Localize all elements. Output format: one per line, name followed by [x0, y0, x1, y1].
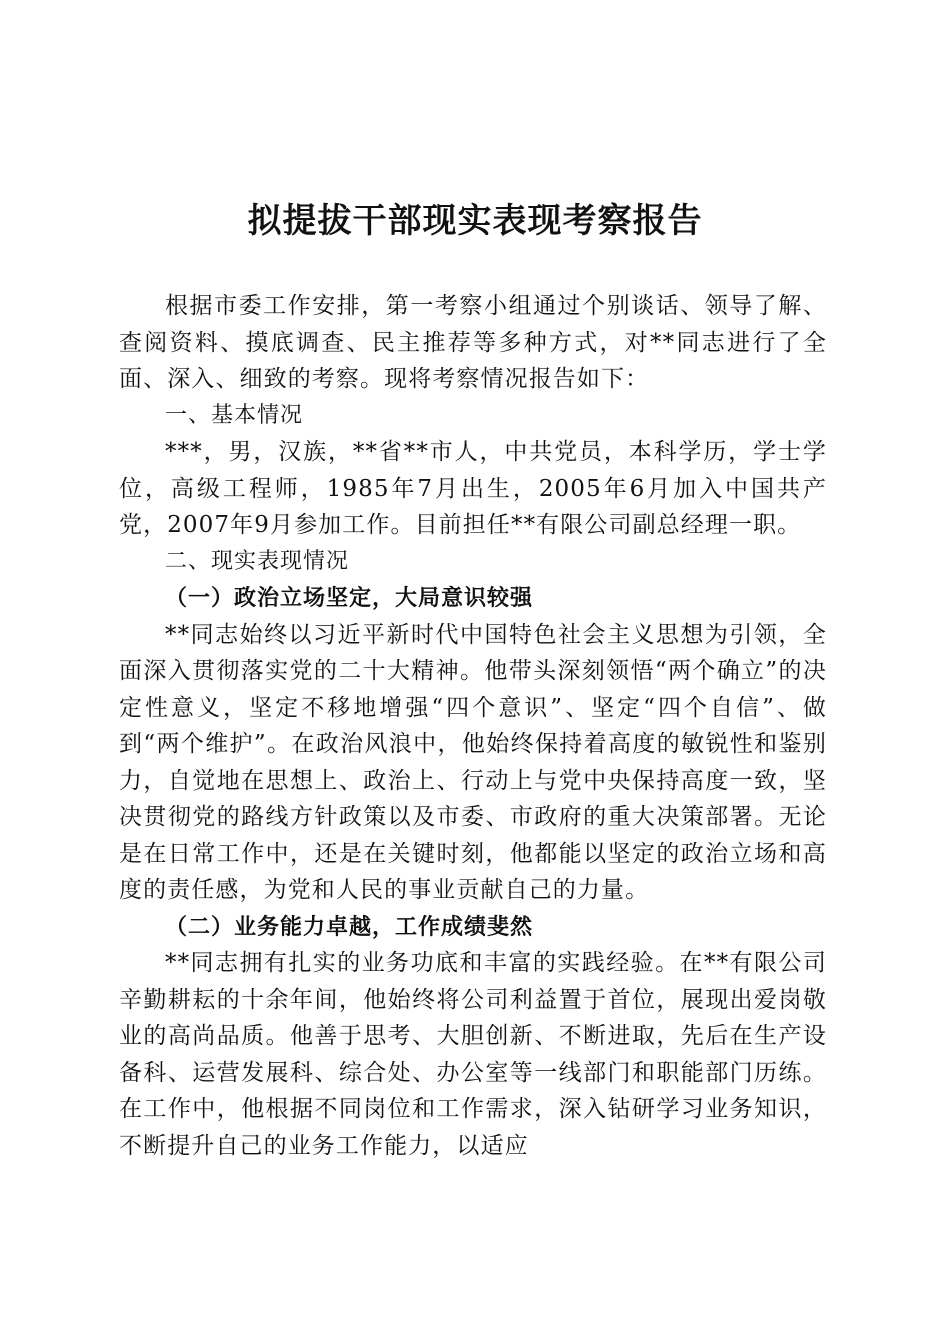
- subsection-heading-business: （二）业务能力卓越，工作成绩斐然: [165, 913, 534, 940]
- subsection-heading-political: （一）政治立场坚定，大局意识较强: [165, 585, 534, 611]
- section-heading-performance: 二、现实表现情况: [165, 548, 350, 574]
- document-body: [119, 288, 827, 1164]
- section-heading-basic-info: 一、基本情况: [165, 402, 304, 428]
- political-paragraph: **同志始终以习近平新时代中国特色社会主义思想为引领，全面深入贯彻落实党的二十大精神。他带头深刻领悟“两个确立”的决定性意义，坚定不移地增强“四个意识”、坚定“四个自信”、做到“两个维护”。在政治风浪中，他始终保持着高度的敏锐性和鉴别力，自觉地在思想上、政治上、行动上与党中央保持高度一致，坚决贯彻党的路线方针政策以及市委、市政府的重大决策部署。无论是在日常工作中，还是在关键时刻，他都能以坚定的政治立场和高度的责任感，为党和人民的事业贡献自己的力量。: [119, 621, 827, 903]
- basic-info-paragraph: ***，男，汉族，**省**市人，中共党员，本科学历，学士学位，高级工程师，1985年7月出生，2005年6月加入中国共产党，2007年9月参加工作。目前担任**有限公司副总经理一职。: [119, 439, 827, 538]
- intro-paragraph: 根据市委工作安排，第一考察小组通过个别谈话、领导了解、查阅资料、摸底调查、民主推荐等多种方式，对**同志进行了全面、深入、细致的考察。现将考察情况报告如下：: [119, 293, 827, 392]
- document-title: 拟提拔干部现实表现考察报告: [247, 201, 703, 241]
- business-paragraph: **同志拥有扎实的业务功底和丰富的实践经验。在**有限公司辛勤耕耘的十余年间，他始终将公司利益置于首位，展现出爱岗敬业的高尚品质。他善于思考、大胆创新、不断进取，先后在生产设备科、运营发展科、综合处、办公室等一线部门和职能部门历练。在工作中，他根据不同岗位和工作需求，深入钻研学习业务知识，不断提升自己的业务工作能力，以适应: [119, 950, 827, 1159]
